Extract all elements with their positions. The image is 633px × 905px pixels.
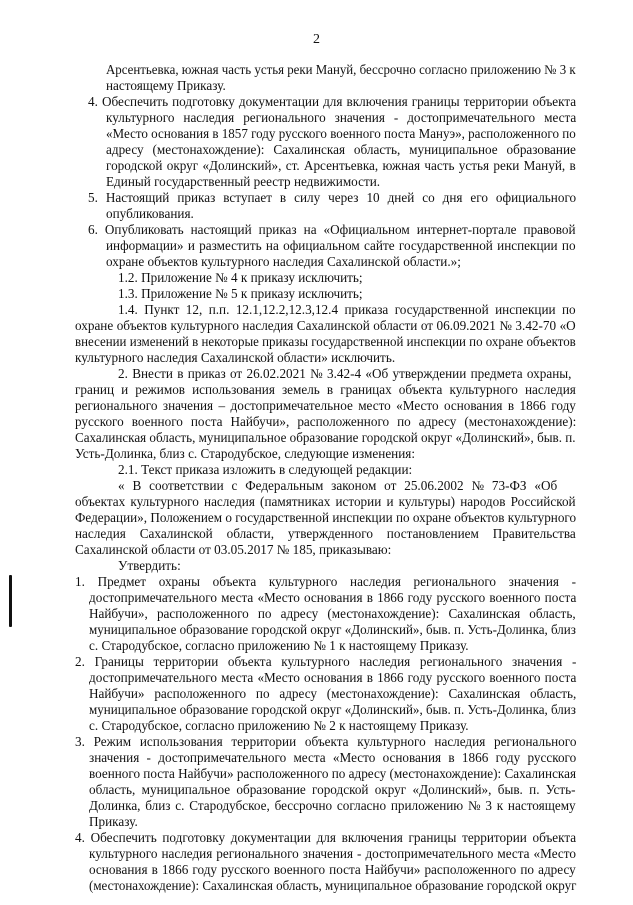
text-line: 1. Предмет охраны объекта культурного наследия регионального значения - — [75, 574, 577, 589]
text-line: область, муниципальное образование городской округ «Долинский», быв. п. Усть- — [89, 782, 576, 797]
text-line: информации» и разместить на официальном сайте государственной инспекции по — [106, 238, 576, 253]
text-line: 6. Опубликовать настоящий приказ на «Официальном интернет-портале правовой — [88, 222, 576, 237]
text-line: 1.2. Приложение № 4 к приказу исключить; — [118, 270, 363, 285]
text-line: основания в 1866 году русского военного поста Найбучи» расположенного по адресу — [89, 862, 576, 877]
text-line: военного поста Найбучи» расположенного по адресу (местонахождение): Сахалинская — [89, 766, 577, 781]
margin-scan-mark — [9, 575, 12, 627]
text-line: 2.1. Текст приказа изложить в следующей редакции: — [118, 462, 413, 477]
text-line: городской округ «Долинский», ст. Арсентьевка, южная часть устья реки Мануй, в — [106, 158, 576, 173]
text-line: 4. Обеспечить подготовку документации для включения границы территории объекта — [75, 830, 577, 845]
text-line: Арсентьевка, южная часть устья реки Мануй, бессрочно согласно приложению № 3 к — [106, 62, 576, 77]
text-line: «Место основания в 1857 году русского военного поста Мануэ», расположенного по — [106, 126, 576, 141]
text-line: внесении изменений в некоторые приказы государственной инспекции по охране объектов — [75, 334, 576, 349]
text-line: 3. Режим использования территории объекта культурного наследия регионального — [75, 734, 577, 749]
text-line: муниципальное образование городской округ «Долинский», быв. п. Усть-Долинка, близ — [89, 702, 576, 717]
text-line: объектах культурного наследия (памятниках истории и культуры) народов Российской — [75, 494, 576, 509]
text-line: значения - достопримечательного места «Место основания в 1866 году русского — [89, 750, 577, 765]
page-number: 2 — [313, 32, 320, 47]
text-line: Сахалинская область, муниципальное образование городской округ «Долинский», быв. п. — [75, 430, 576, 445]
text-line: 2. Внести в приказ от 26.02.2021 № 3.42-4 «Об утверждении предмета охраны, — [118, 366, 572, 381]
text-line: Федерации», Положением о государственной инспекции по охране объектов культурного — [75, 510, 577, 525]
text-line: (местонахождение): Сахалинская область, муниципальное образование городской округ — [89, 878, 577, 893]
text-line: границ и режимов использования земель в границах объекта культурного наследия — [75, 382, 576, 397]
text-line: « В соответствии с Федеральным законом от 25.06.2002 № 73-ФЗ «Об — [118, 478, 558, 493]
text-line: достопримечательного места «Место основания в 1866 году русского военного поста — [89, 590, 577, 605]
text-line: культурного наследия регионального значения - достопримечательного места — [106, 110, 577, 125]
text-line: достопримечательного места «Место основания в 1866 году русского военного поста — [89, 670, 577, 685]
text-line: 4. Обеспечить подготовку документации для включения границы территории объекта — [88, 94, 577, 109]
text-line: Найбучи» расположенного по адресу (местонахождение): Сахалинская область, — [89, 686, 577, 701]
text-line: 1.4. Пункт 12, п.п. 12.1,12.2,12.3,12.4 приказа государственной инспекции по — [118, 302, 576, 317]
text-line: Единый государственный реестр недвижимости. — [106, 174, 381, 189]
text-line: 5. Настоящий приказ вступает в силу через 10 дней со дня его официального — [88, 190, 577, 205]
text-line: Сахалинской области от 03.05.2017 № 185, приказываю: — [75, 542, 392, 557]
text-line: муниципальное образование городской округ «Долинский», быв. п. Усть-Долинка, близ — [89, 622, 576, 637]
text-line: Найбучи», расположенного по адресу (местонахождение): Сахалинская область, — [89, 606, 576, 621]
text-line: культурного наследия регионального значения - достопримечательного места «Место — [89, 846, 576, 861]
text-line: наследия Сахалинской области, утвержденного постановлением Правительства — [75, 526, 576, 541]
text-line: Усть-Долинка, близ с. Стародубское, следующие изменения: — [75, 446, 416, 461]
text-line: Утвердить: — [118, 558, 181, 573]
text-line: 2. Границы территории объекта культурного наследия регионального значения - — [75, 654, 577, 669]
text-line: охране объектов культурного наследия Сахалинской области от 06.09.2021 № 3.42-70 «О — [75, 318, 576, 333]
text-line: русского военного поста Найбучи», расположенного по адресу (местонахождение): — [75, 414, 577, 429]
text-line: опубликования. — [106, 206, 194, 221]
text-line: Долинка, близ с. Стародубское, бессрочно согласно приложению № 3 к настоящему — [89, 798, 576, 813]
text-line: настоящему Приказу. — [106, 78, 226, 93]
text-line: адресу (местонахождение): Сахалинская область, муниципальное образование — [106, 142, 576, 157]
text-line: охране объектов культурного наследия Сахалинской области.»; — [106, 254, 461, 269]
text-line: Приказу. — [89, 814, 138, 829]
text-line: с. Стародубское, согласно приложению № 1 к настоящему Приказу. — [89, 638, 469, 653]
text-line: 1.3. Приложение № 5 к приказу исключить; — [118, 286, 363, 301]
text-line: культурного наследия Сахалинской области» исключить. — [75, 350, 396, 365]
text-line: с. Стародубское, согласно приложению № 2 к настоящему Приказу. — [89, 718, 469, 733]
text-line: регионального значения – достопримечательное место «Место основания в 1866 году — [75, 398, 576, 413]
